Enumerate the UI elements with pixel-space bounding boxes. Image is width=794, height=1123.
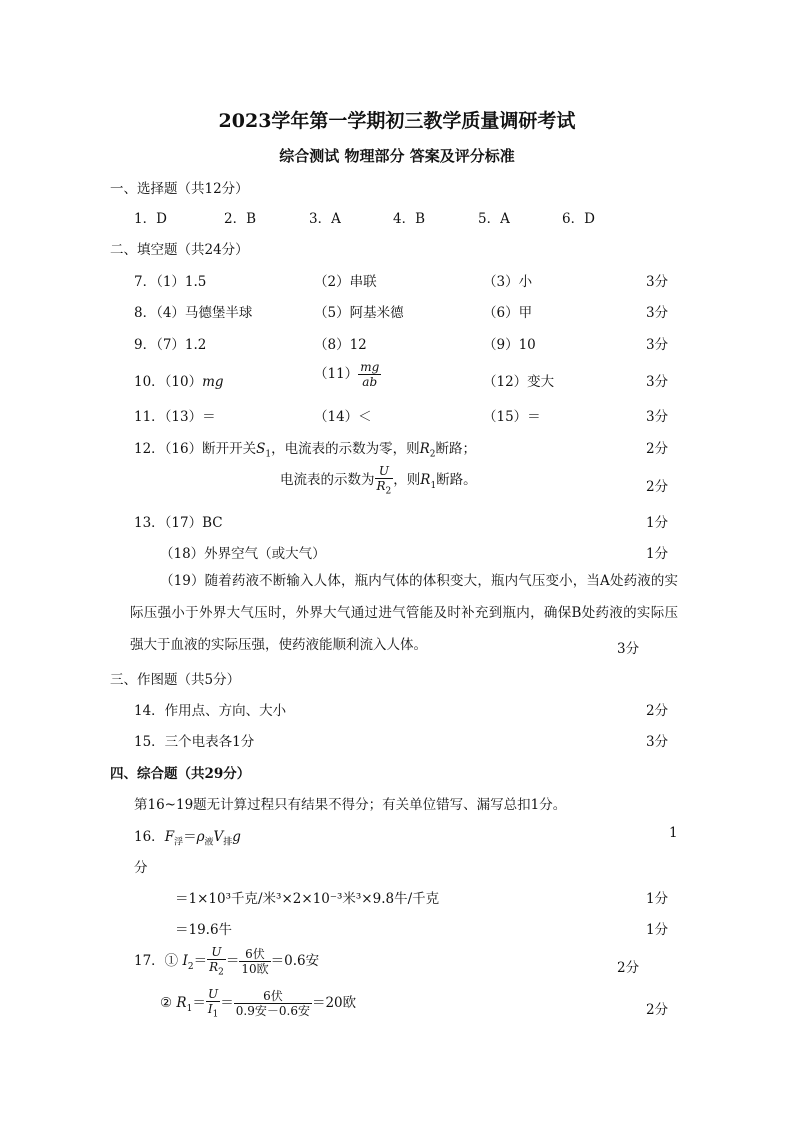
- sub: 1: [265, 449, 272, 460]
- answer-q16-line2: ＝1×10³千克/米³×2×10⁻³米³×9.8牛/千克: [175, 891, 440, 907]
- answer-q15: 15．三个电表各1分: [134, 734, 255, 750]
- answer-q11-3: （15）＝: [483, 409, 541, 425]
- sub: 2: [429, 449, 436, 460]
- denominator: ab: [362, 375, 378, 389]
- answer-q16-line1: [134, 825, 241, 848]
- answer-q14: 14．作用点、方向、大小: [134, 703, 287, 719]
- sub: 浮: [174, 837, 184, 848]
- fraction: [206, 987, 220, 1020]
- text: 断路；: [435, 441, 476, 457]
- text: ，电流表的示数为零，则: [271, 441, 420, 457]
- answer-q12-line2: [280, 464, 477, 497]
- text: ，则: [393, 472, 421, 489]
- answer-q11-2: （14）＜: [314, 409, 372, 425]
- q10-var: mg: [202, 374, 224, 390]
- choice-answer: 6．D: [562, 211, 595, 227]
- score: 3分: [646, 274, 669, 290]
- sub: 1: [186, 1003, 193, 1014]
- answer-q17-1: 17．① $I_2=$ $\frac{U}{R_2}$ ＝ $\frac{\text{6伏}}{\text{10欧}}$ ＝0.6安: [134, 945, 320, 978]
- sub: 液: [204, 837, 214, 848]
- answer-q12-line1: [134, 437, 476, 460]
- fraction: [239, 947, 270, 976]
- sub: 2: [187, 961, 194, 972]
- choice-answer: 2．B: [224, 211, 257, 227]
- score: 1: [669, 825, 678, 841]
- answer-q7-3: （3）小: [483, 274, 533, 290]
- denominator: 10欧: [241, 962, 269, 977]
- denominator: R: [209, 960, 219, 974]
- section-heading-fill: 二、填空题（共24分）: [110, 242, 249, 258]
- answer-q10-1: [134, 370, 224, 390]
- answer-q13-17: 13．（17）BC: [134, 515, 223, 531]
- choice-answer: 4．B: [393, 211, 426, 227]
- text: ＝20欧: [311, 995, 357, 1012]
- var: I: [182, 953, 188, 970]
- answer-q9-3: （9）10: [483, 337, 536, 353]
- page-subtitle: 综合测试 物理部分 答案及评分标准: [279, 147, 515, 165]
- score: 2分: [617, 960, 640, 976]
- text: 12．（16）断开开关: [134, 441, 257, 457]
- answer-q8-1: 8．（4）马德堡半球: [134, 305, 253, 321]
- choice-answer: 1．D: [134, 211, 167, 227]
- section-heading-choice: 一、选择题（共12分）: [110, 181, 249, 197]
- score: 3分: [646, 409, 669, 425]
- score: 1分: [646, 922, 669, 938]
- sub: 1: [212, 1009, 219, 1020]
- page-title: 2023学年第一学期初三教学质量调研考试: [218, 110, 576, 132]
- score: 2分: [646, 703, 669, 719]
- score: 3分: [646, 374, 669, 390]
- text: ＝: [183, 829, 197, 845]
- sub: 2: [218, 967, 224, 978]
- numerator: mg: [360, 360, 380, 374]
- score: 3分: [646, 734, 669, 750]
- answer-q7-1: 7．（1）1.5: [134, 274, 207, 290]
- score: 1分: [646, 891, 669, 907]
- q10-label: 10．（10）: [134, 374, 203, 390]
- numerator: 6伏: [239, 947, 270, 962]
- var: ρ: [196, 829, 205, 845]
- var: S: [256, 441, 266, 457]
- answer-q11-1: 11．（13）＝: [134, 409, 216, 425]
- var: R: [420, 472, 431, 489]
- answer-q10-2: [314, 360, 381, 389]
- var: F: [164, 829, 175, 845]
- sub: 2: [385, 486, 392, 497]
- numerator: U: [211, 945, 222, 959]
- score: 3分: [617, 641, 640, 657]
- text: 16．: [134, 829, 165, 845]
- score: 2分: [646, 441, 669, 457]
- var: R: [419, 441, 430, 457]
- score: 3分: [646, 305, 669, 321]
- answer-q8-2: （5）阿基米德: [314, 305, 404, 321]
- choice-answer: 3．A: [309, 211, 341, 227]
- answer-q7-2: （2）串联: [314, 274, 377, 290]
- score: 3分: [646, 337, 669, 353]
- sub: 排: [223, 837, 233, 848]
- score: 1分: [646, 515, 669, 531]
- numerator: U: [378, 464, 389, 478]
- text: ②: [160, 995, 173, 1012]
- denominator: I: [207, 1002, 213, 1016]
- answer-q10-3: （12）变大: [483, 374, 555, 390]
- sub: 1: [430, 480, 437, 491]
- fraction: [207, 945, 226, 978]
- var: R: [176, 995, 187, 1012]
- score: 分: [134, 860, 148, 876]
- fraction: [358, 360, 381, 389]
- answer-q17-2: ② $R_1=$ $\frac{U}{I_1}$ ＝ $\frac{\text{6伏}}{\text{0.9安－0.6安}}$ ＝20欧: [160, 987, 357, 1020]
- answer-q9-1: 9．（7）1.2: [134, 337, 207, 353]
- answer-q16-line3: ＝19.6牛: [175, 922, 233, 938]
- scoring-note: 第16~19题无计算过程只有结果不得分；有关单位错写、漏写总扣1分。: [134, 797, 567, 813]
- answer-q9-2: （8）12: [314, 337, 367, 353]
- var: V: [213, 829, 224, 845]
- numerator: U: [207, 987, 219, 1001]
- section-heading-drawing: 三、作图题（共5分）: [110, 672, 241, 688]
- answer-q8-3: （6）甲: [483, 305, 533, 321]
- score: 2分: [646, 1002, 669, 1018]
- text: 17．①: [134, 953, 179, 970]
- section-heading-comprehensive: 四、综合题（共29分）: [110, 766, 251, 782]
- text: ＝0.6安: [270, 953, 320, 970]
- denominator: 0.9安－0.6安: [235, 1004, 310, 1019]
- text: 断路。: [436, 472, 477, 489]
- score: 1分: [646, 546, 669, 562]
- fraction: [375, 464, 394, 497]
- answer-q13-18: （18）外界空气（或大气）: [160, 546, 326, 562]
- numerator: 6伏: [234, 989, 312, 1004]
- answer-q13-19: （19）随着药液不断输入人体，瓶内气体的体积变大，瓶内气压变小，当A处药液的实际压强小于外界大气压时，外界大气通过进气管能及时补充到瓶内，确保B处药液的实际压强大于血液的实际压强，使药液能顺利流入人体。: [130, 573, 678, 653]
- text: 电流表的示数为: [280, 472, 375, 489]
- fraction: [234, 989, 312, 1018]
- denominator: R: [376, 479, 386, 493]
- q10-label-2: （11）: [314, 366, 359, 382]
- choice-answer: 5．A: [478, 211, 510, 227]
- score: 2分: [646, 479, 669, 495]
- var: g: [232, 829, 241, 845]
